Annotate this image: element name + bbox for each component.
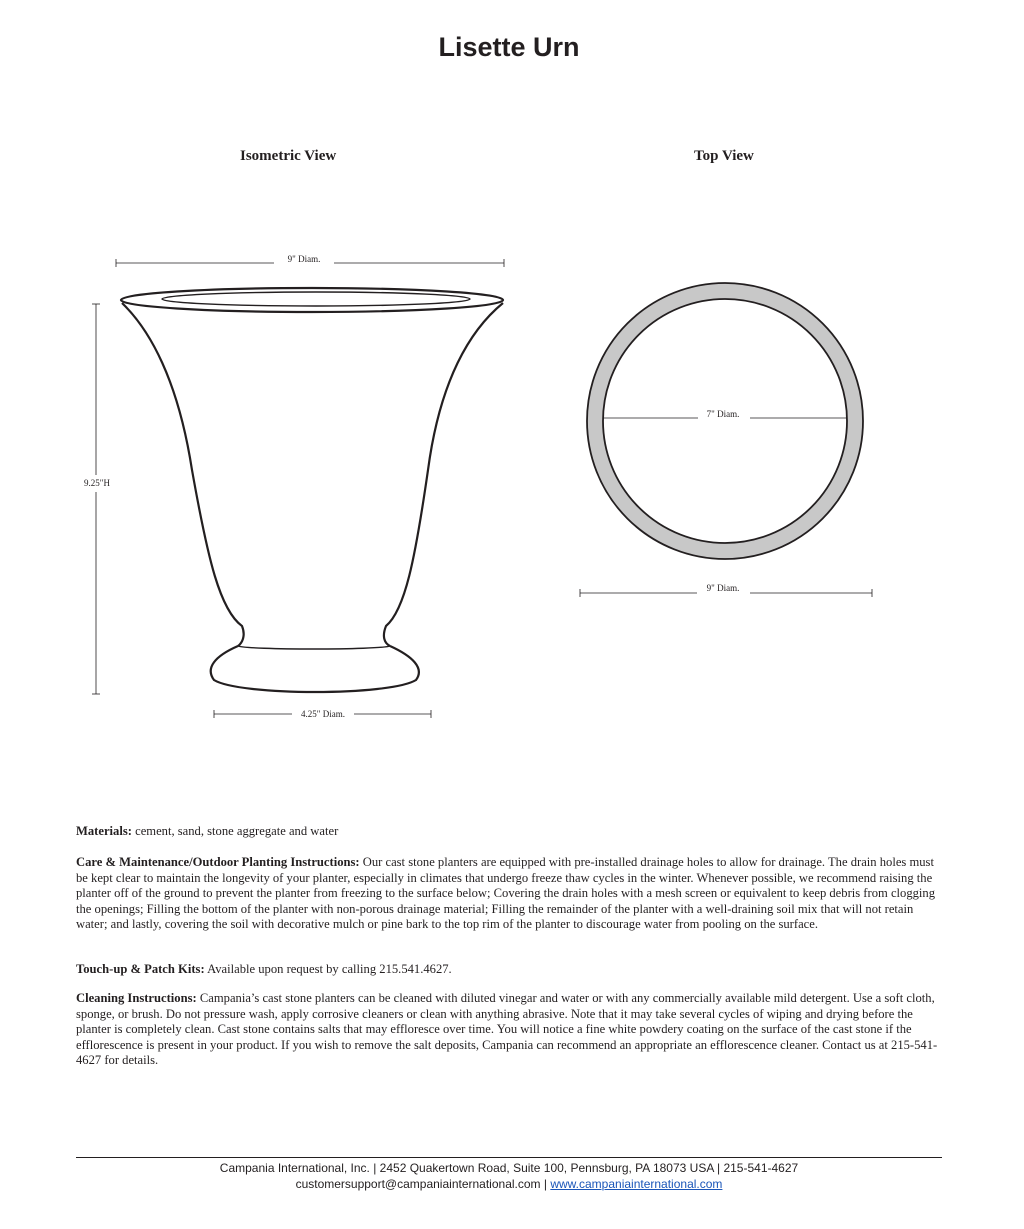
urn-left-profile — [122, 303, 244, 646]
top-inner-circle — [603, 299, 847, 543]
footer-divider — [76, 1157, 942, 1158]
materials-label: Materials: — [76, 824, 132, 838]
dim-top-inner-diam: 7" Diam. — [706, 409, 740, 419]
materials-section — [76, 824, 942, 840]
footer-website-link[interactable]: www.campaniainternational.com — [550, 1177, 723, 1191]
page-title: Lisette Urn — [438, 32, 580, 62]
isometric-view-label: Isometric View — [240, 148, 337, 164]
care-text: Our cast stone planters are equipped with pre-installed drainage holes to allow for drainage. The drain holes must be kept clear to maintain the longevity of your planter, especially in climates that undergo freeze thaw cycles in the winter. Whenever possible, we recommend raising the planter off of the ground to prevent the planter from freezing to the surface below; Covering the drain holes with a mesh screen or equivalent to keep debris from clogging the openings; Filling the bottom of the planter with non-porous drainage material; Filling the remainder of the planter with a well-draining soil mix that will not retain water; and lastly, covering the soil with decorative mulch or pine bark to the top rim of the planter to discourage water from pooling on the surface. — [76, 855, 936, 932]
top-view-ring — [587, 283, 863, 559]
footer-address: Campania International, Inc. | 2452 Quakertown Road, Suite 100, Pennsburg, PA 18073 USA | 215-541-4627 — [219, 1161, 799, 1175]
touchup-label: Touch-up & Patch Kits: — [76, 962, 205, 976]
dim-iso-top-diam: 9" Diam. — [287, 254, 321, 264]
footer-separator: | — [540, 1177, 551, 1191]
cleaning-section — [76, 991, 942, 1069]
materials-text: cement, sand, stone aggregate and water — [131, 824, 339, 838]
dim-iso-base-diam: 4.25" Diam. — [301, 709, 345, 719]
care-section — [76, 855, 942, 933]
footer-email: customersupport@campaniainternational.com — [295, 1177, 541, 1191]
urn-right-profile — [384, 303, 503, 646]
urn-foot — [211, 646, 419, 692]
top-view-label: Top View — [694, 148, 754, 164]
dim-top-outer-diam: 9" Diam. — [706, 583, 740, 593]
isometric-urn — [121, 288, 503, 692]
touchup-text: Available upon request by calling 215.541.4627. — [204, 962, 452, 976]
cleaning-label: Cleaning Instructions: — [76, 991, 197, 1005]
care-label: Care & Maintenance/Outdoor Planting Instructions: — [76, 855, 360, 869]
urn-rim-inner — [162, 292, 470, 306]
cleaning-text: Campania’s cast stone planters can be cleaned with diluted vinegar and water or with any commercially available mild detergent. Use a soft cloth, sponge, or brush. Do not pressure wash, apply corrosive cleaners or clean with anything abrasive. Note that it may take several cycles of wiping and drying before the planter is completely clean. Cast stone contains salts that may effloresce over time. You will notice a fine white powdery coating on the surface of the cast stone if the efflorescence is present in your product. If you wish to remove the salt deposits, Campania can recommend an appropriate an efflorescence cleaner. Contact us at 215-541-4627 for details. — [76, 991, 938, 1068]
urn-foot-top — [238, 646, 390, 649]
dim-iso-height: 9.25"H — [84, 478, 110, 488]
footer-contact — [0, 1177, 1018, 1191]
touchup-section — [76, 962, 942, 978]
